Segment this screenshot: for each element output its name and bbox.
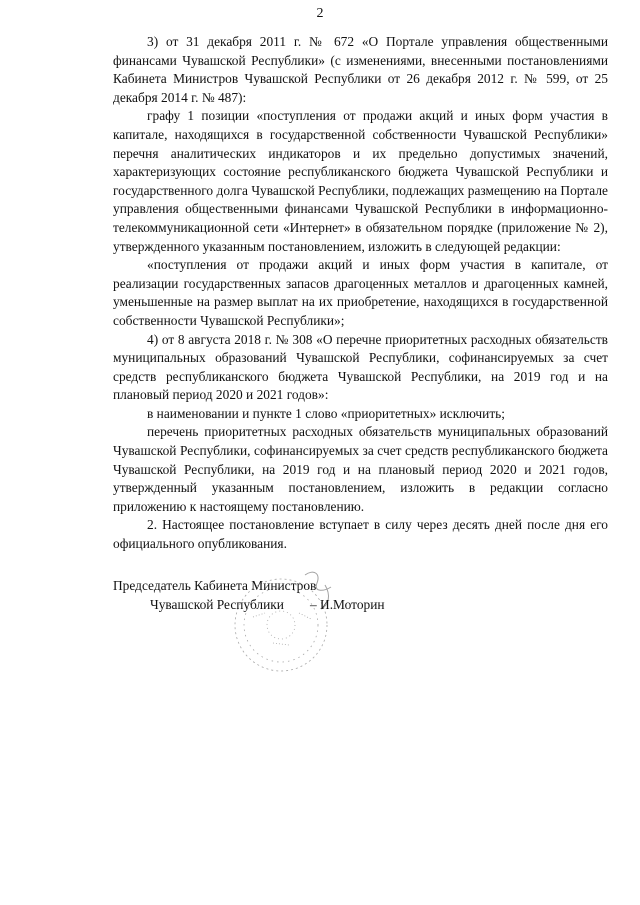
signature-block [113,577,533,697]
page-number: 2 [316,6,324,21]
paragraph-list-change: перечень приоритетных расходных обязательств муниципальных образований Чувашской Республики, софинансируемых за счет средств республиканского бюджета Чувашской Республики, на 2019 год и на плановый период 2020 и 2021 годов, утвержденный указанным постановлением, изложить в редакции согласно приложению к настоящему постановлению. [113,424,608,514]
signatory-name: – И.Моторин [310,597,385,612]
paragraph-item-4: 4) от 8 августа 2018 г. № 308 «О перечне приоритетных расходных обязательств муниципальных образований Чувашской Республики, софинансируемых за счет средств республиканского бюджета Чувашской Республики, на 2019 год и на плановый период 2020 и 2021 годов»: [113,331,608,403]
signatory-region: Чувашской Республики [150,597,284,612]
paragraph-column-1-amendment: графу 1 позиции «поступления от продажи акций и иных форм участия в капитале, находящихся в государственной собственности Чувашской Республики» перечня аналитических индикаторов и их предельно допустимых значений, характеризующих состояние республиканского бюджета Чувашской Республики и государственного долга Чувашской Республики, подлежащих размещению на Портале управления общественными финансами Чувашской Республики в информационно-телекоммуникационной сети «Интернет» в обязательном порядке (приложение № 2), утвержденного указанным постановлением, изложить в следующей редакции: [113,108,608,254]
paragraph-item-3: 3) от 31 декабря 2011 г. № 672 «О Портале управления общественными финансами Чувашской Республики» (с изменениями, внесенными постановлениями Кабинета Министров Чувашской Республики от 26 декабря 2012 г. № 599, от 25 декабря 2014 г. № 487): [113,34,608,105]
paragraph-new-wording: «поступления от продажи акций и иных форм участия в капитале, от реализации государственных запасов драгоценных металлов и драгоценных камней, уменьшенные на размер выплат на их приобретение, находящихся в государственной собственности Чувашской Республики»; [113,257,608,328]
paragraph-entry-into-force: 2. Настоящее постановление вступает в силу через десять дней после дня его официального опубликования. [113,517,608,552]
document-body [113,33,608,554]
signatory-title: Председатель Кабинета Министров [113,578,317,593]
paragraph-title-change: в наименовании и пункте 1 слово «приоритетных» исключить; [147,405,506,421]
